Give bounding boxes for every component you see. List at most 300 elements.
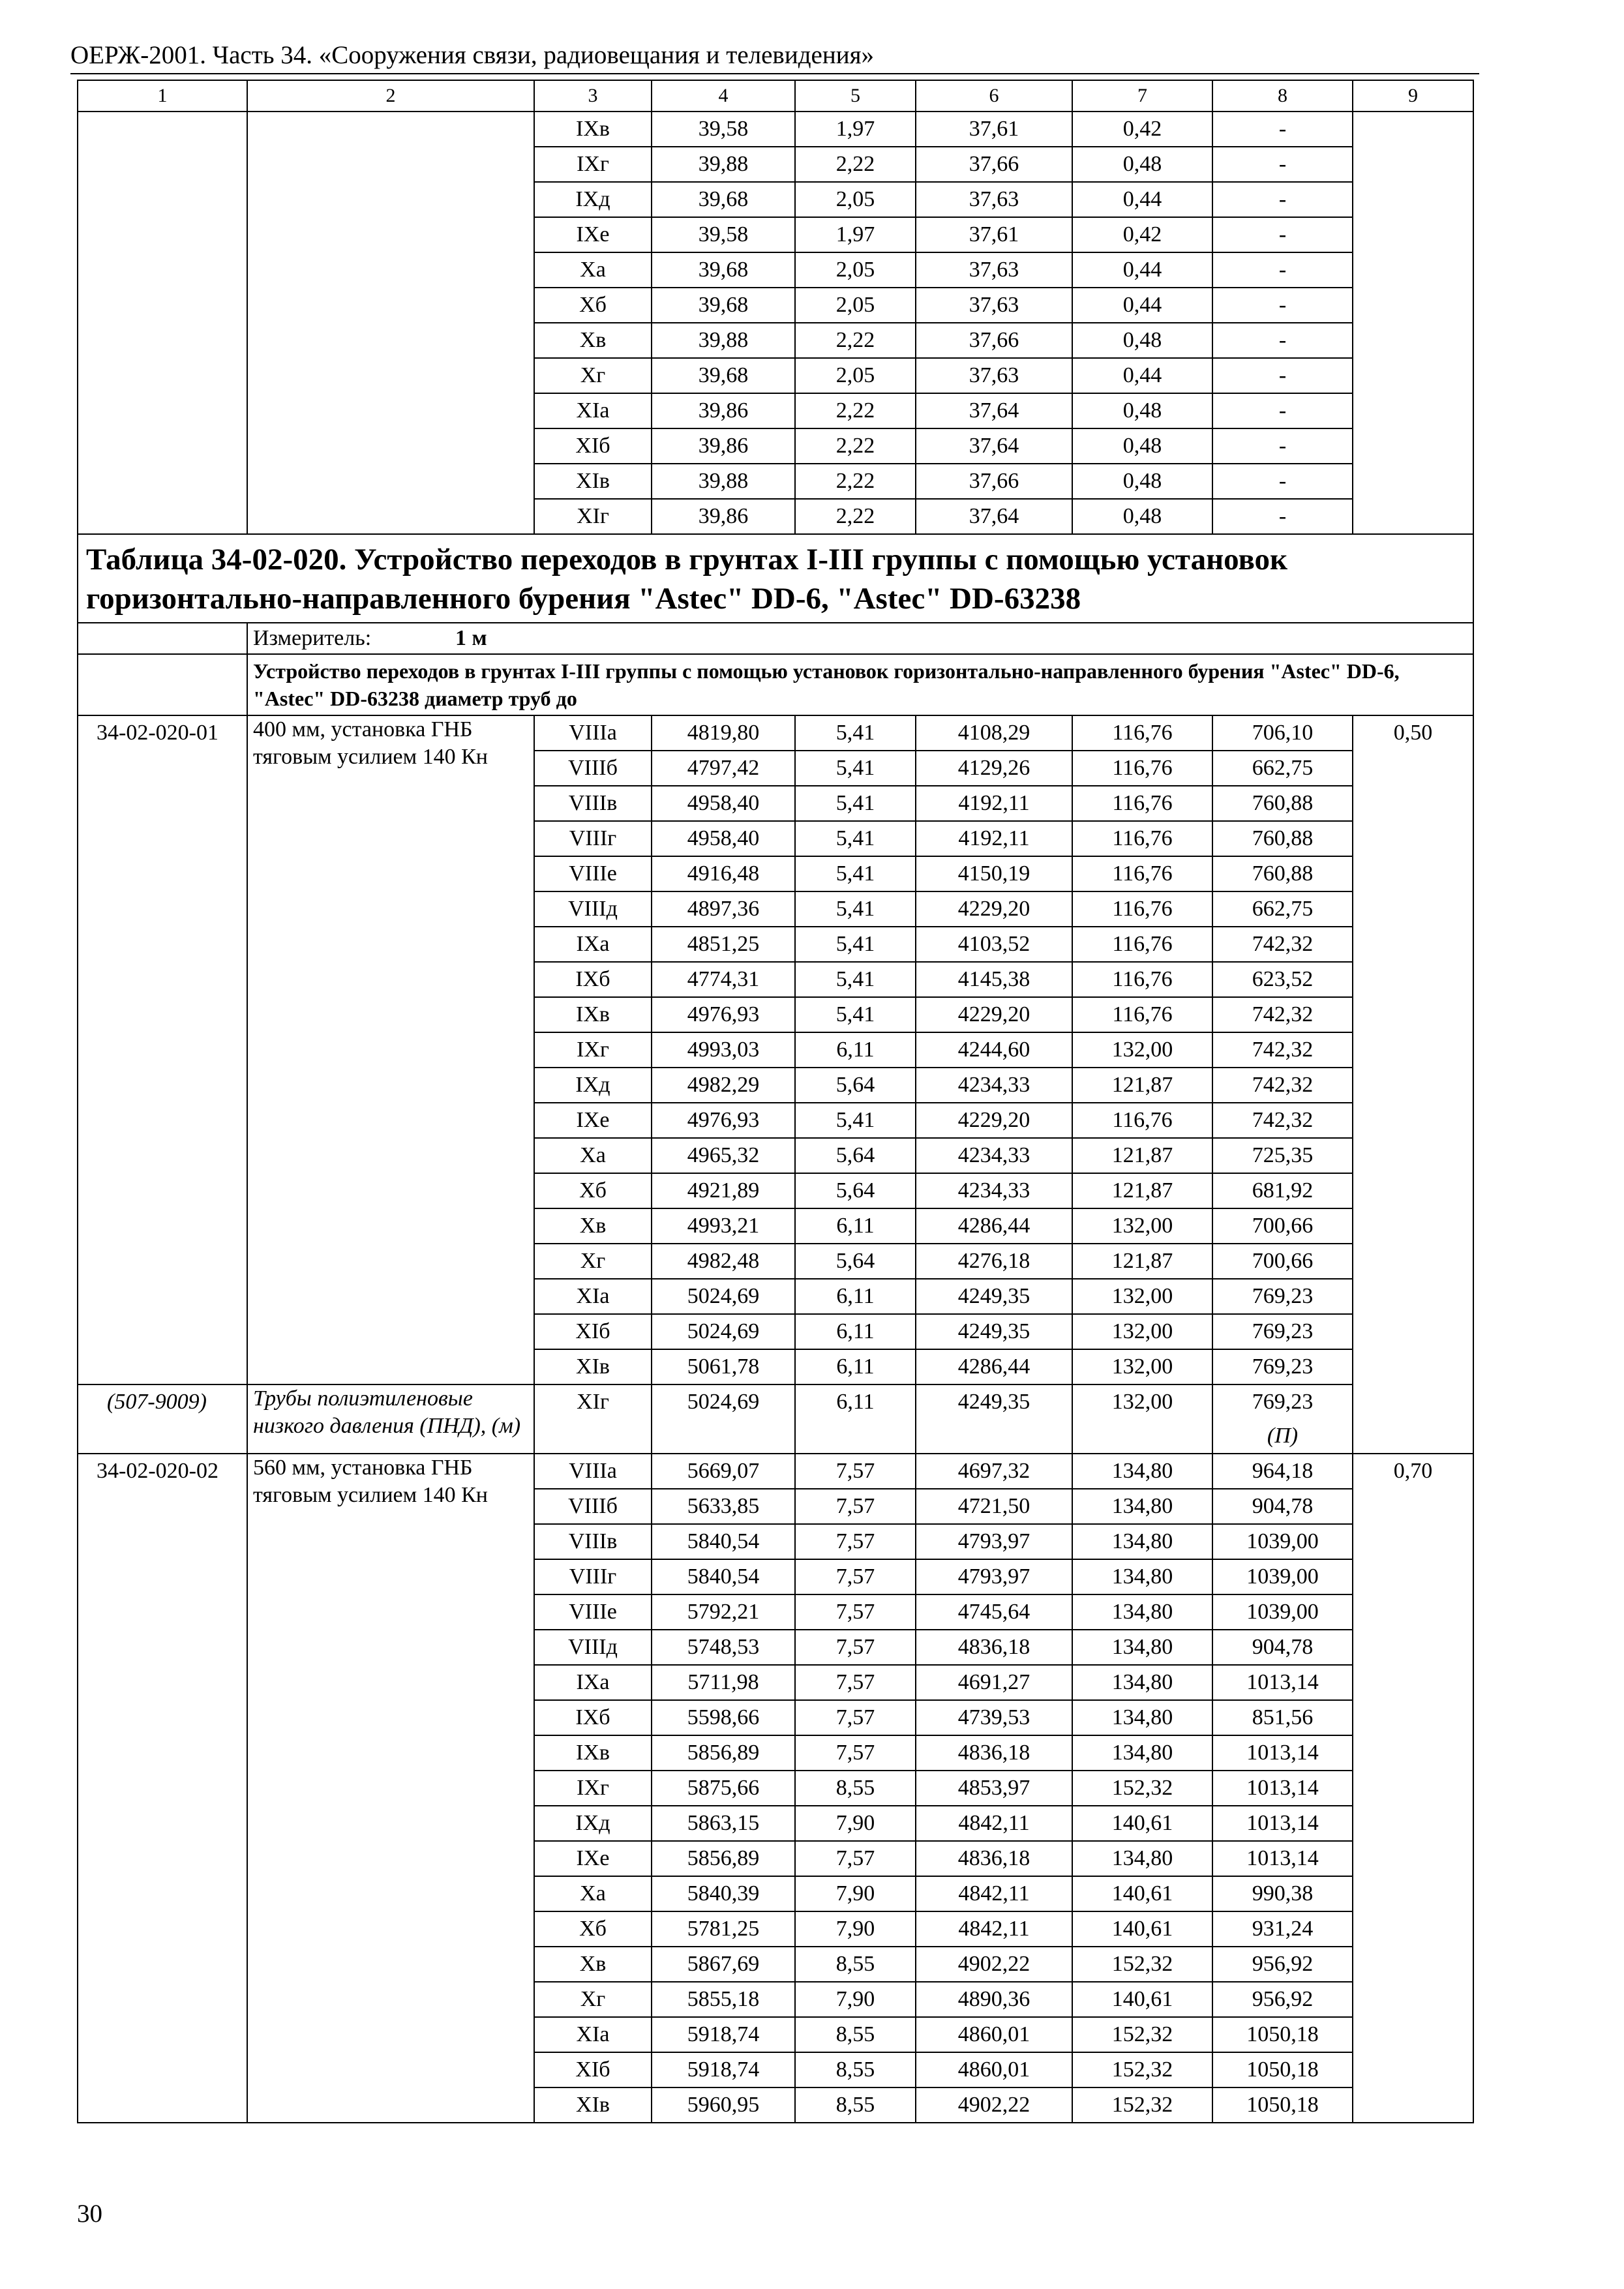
value-cell: 0,48 [1072, 393, 1212, 428]
value-cell: 4249,35 [916, 1314, 1072, 1349]
value-cell: 4192,11 [916, 786, 1072, 821]
value-cell: 4108,29 [916, 715, 1072, 751]
soil-category-cell: Xб [534, 288, 652, 323]
value-cell: 2,22 [795, 464, 916, 499]
soil-category-cell: VIIIг [534, 1559, 652, 1594]
value-cell: 742,32 [1212, 997, 1353, 1032]
value-cell: 700,66 [1212, 1208, 1353, 1244]
soil-category-cell: VIIIв [534, 786, 652, 821]
value-cell: 2,05 [795, 288, 916, 323]
value-cell: 4145,38 [916, 962, 1072, 997]
unit-spacer [78, 623, 247, 654]
page-number: 30 [77, 2200, 102, 2228]
value-cell: 0,44 [1072, 288, 1212, 323]
value-cell: 956,92 [1212, 1982, 1353, 2017]
value-cell: 116,76 [1072, 786, 1212, 821]
soil-category-cell: IXе [534, 217, 652, 252]
value-cell: 134,80 [1072, 1524, 1212, 1559]
value-cell: 8,55 [795, 1771, 916, 1806]
value-cell: 1013,14 [1212, 1771, 1353, 1806]
item-description: 400 мм, установка ГНБ тяговым усилием 140 Кн [247, 715, 534, 1384]
value-cell: 5875,66 [652, 1771, 795, 1806]
value-cell: 5867,69 [652, 1947, 795, 1982]
value-cell: 121,87 [1072, 1173, 1212, 1208]
value-cell: 760,88 [1212, 786, 1353, 821]
value-cell: 5,41 [795, 927, 916, 962]
value-cell: 6,11 [795, 1349, 916, 1384]
value-cell: 5840,39 [652, 1876, 795, 1911]
item-col9: 0,50 [1353, 715, 1473, 1454]
value-cell: 116,76 [1072, 997, 1212, 1032]
soil-category-cell: IXа [534, 1665, 652, 1700]
value-cell: 4897,36 [652, 891, 795, 927]
value-cell: 132,00 [1072, 1314, 1212, 1349]
material-unit-ref: (П) [1267, 1424, 1299, 1448]
value-cell: - [1212, 499, 1353, 534]
value-cell: 132,00 [1072, 1279, 1212, 1314]
value-cell: 4192,11 [916, 821, 1072, 856]
value-cell: 706,10 [1212, 715, 1353, 751]
value-cell: 742,32 [1212, 1103, 1353, 1138]
value-cell: 662,75 [1212, 751, 1353, 786]
column-number-row [78, 80, 1473, 112]
value-cell: 152,32 [1072, 2052, 1212, 2087]
value-cell: 5633,85 [652, 1489, 795, 1524]
continued-col9-cell [1353, 112, 1473, 534]
soil-category-cell: IXд [534, 182, 652, 217]
item-description: 560 мм, установка ГНБ тяговым усилием 140 Кн [247, 1454, 534, 2123]
value-cell: 0,48 [1072, 464, 1212, 499]
value-cell: 39,86 [652, 499, 795, 534]
value-cell: 0,48 [1072, 147, 1212, 182]
subtitle-row [78, 654, 1473, 715]
material-code: (507-9009) [78, 1384, 247, 1454]
value-cell: 681,92 [1212, 1173, 1353, 1208]
value-cell: 140,61 [1072, 1806, 1212, 1841]
value-cell: 37,63 [916, 182, 1072, 217]
value-cell: 5,41 [795, 856, 916, 891]
soil-category-cell: IXа [534, 927, 652, 962]
value-cell: 5792,21 [652, 1594, 795, 1630]
value-cell: 7,90 [795, 1911, 916, 1947]
value-cell: 4890,36 [916, 1982, 1072, 2017]
value-cell: 5,64 [795, 1244, 916, 1279]
value-cell: 4842,11 [916, 1876, 1072, 1911]
continued-code-cell [78, 112, 247, 534]
value-cell: 1,97 [795, 217, 916, 252]
soil-category-cell: IXг [534, 1032, 652, 1068]
value-cell: 700,66 [1212, 1244, 1353, 1279]
soil-category-cell: IXв [534, 997, 652, 1032]
value-cell: 140,61 [1072, 1911, 1212, 1947]
value-cell: 1013,14 [1212, 1806, 1353, 1841]
value-cell: 5,41 [795, 1103, 916, 1138]
item-code: 34-02-020-01 [78, 715, 247, 1384]
soil-category-cell: IXе [534, 1841, 652, 1876]
document-header: ОЕРЖ-2001. Часть 34. «Сооружения связи, радиовещания и телевидения» [70, 41, 875, 69]
soil-category-cell: IXг [534, 147, 652, 182]
column-number: 6 [916, 80, 1072, 112]
value-cell: 1039,00 [1212, 1524, 1353, 1559]
value-cell: 116,76 [1072, 856, 1212, 891]
value-cell: 769,23 [1212, 1349, 1353, 1384]
value-cell: 931,24 [1212, 1911, 1353, 1947]
value-cell: 132,00 [1072, 1032, 1212, 1068]
value-cell: 0,44 [1072, 358, 1212, 393]
value-cell: 5,64 [795, 1173, 916, 1208]
value-cell: 134,80 [1072, 1735, 1212, 1771]
value-cell: - [1212, 393, 1353, 428]
item-col9: 0,70 [1353, 1454, 1473, 2123]
soil-category-cell: IXв [534, 1735, 652, 1771]
value-cell: 140,61 [1072, 1876, 1212, 1911]
value-cell: 0,48 [1072, 499, 1212, 534]
value-cell: 4249,35 [916, 1279, 1072, 1314]
value-cell: - [1212, 147, 1353, 182]
value-cell: 5918,74 [652, 2052, 795, 2087]
value-cell: 7,57 [795, 1700, 916, 1735]
value-cell: 116,76 [1072, 751, 1212, 786]
value-text: 769,23 [1252, 1390, 1314, 1414]
value-cell: 4129,26 [916, 751, 1072, 786]
value-cell: 4229,20 [916, 1103, 1072, 1138]
header-rule [70, 73, 1479, 74]
value-cell: 132,00 [1072, 1349, 1212, 1384]
value-cell: 769,23 [1212, 1279, 1353, 1314]
value-cell: 152,32 [1072, 2017, 1212, 2052]
value-cell: 2,22 [795, 323, 916, 358]
value-cell: 4691,27 [916, 1665, 1072, 1700]
value-cell: 134,80 [1072, 1700, 1212, 1735]
value-cell: 134,80 [1072, 1841, 1212, 1876]
value-cell: 8,55 [795, 2017, 916, 2052]
value-cell: 4958,40 [652, 786, 795, 821]
soil-category-cell: IXе [534, 1103, 652, 1138]
value-cell: 37,66 [916, 464, 1072, 499]
table-subtitle: Устройство переходов в грунтах I-III группы с помощью установок горизонтально-направленного бурения "Astec" DD-6, "Astec" DD-63238 диаметр труб до [247, 654, 1473, 715]
value-cell: 4836,18 [916, 1735, 1072, 1771]
value-cell: 8,55 [795, 2052, 916, 2087]
value-cell: 7,57 [795, 1524, 916, 1559]
soil-category-cell: VIIIб [534, 1489, 652, 1524]
value-cell: 1013,14 [1212, 1735, 1353, 1771]
soil-category-cell: Xв [534, 323, 652, 358]
value-cell: 37,61 [916, 112, 1072, 147]
value-cell: 37,64 [916, 499, 1072, 534]
value-cell: 4234,33 [916, 1138, 1072, 1173]
value-cell: 121,87 [1072, 1068, 1212, 1103]
value-cell: 5711,98 [652, 1665, 795, 1700]
value-cell: 2,22 [795, 499, 916, 534]
value-cell: 1,97 [795, 112, 916, 147]
column-number: 5 [795, 80, 916, 112]
column-number: 2 [247, 80, 534, 112]
value-cell: 134,80 [1072, 1630, 1212, 1665]
value-cell: 2,05 [795, 182, 916, 217]
value-cell: 6,11 [795, 1208, 916, 1244]
value-cell: 4286,44 [916, 1208, 1072, 1244]
soil-category-cell: IXд [534, 1068, 652, 1103]
value-cell: 6,11 [795, 1279, 916, 1314]
value-cell: 4276,18 [916, 1244, 1072, 1279]
value-cell: 4976,93 [652, 1103, 795, 1138]
value-cell: 152,32 [1072, 1771, 1212, 1806]
value-cell: 7,57 [795, 1489, 916, 1524]
value-cell: 4793,97 [916, 1559, 1072, 1594]
value-cell: 4921,89 [652, 1173, 795, 1208]
value-cell: 121,87 [1072, 1138, 1212, 1173]
value-cell: 964,18 [1212, 1454, 1353, 1489]
value-cell: 37,64 [916, 428, 1072, 464]
value-cell: 134,80 [1072, 1454, 1212, 1489]
value-cell: 7,90 [795, 1982, 916, 2017]
value-cell: 134,80 [1072, 1665, 1212, 1700]
soil-category-cell: Xа [534, 1138, 652, 1173]
value-cell: 5,41 [795, 786, 916, 821]
value-cell: 1050,18 [1212, 2052, 1353, 2087]
soil-category-cell: Xа [534, 252, 652, 288]
value-cell: 0,42 [1072, 217, 1212, 252]
soil-category-cell: Xг [534, 1244, 652, 1279]
value-cell: 4860,01 [916, 2017, 1072, 2052]
value-cell: 0,42 [1072, 112, 1212, 147]
soil-category-cell: IXг [534, 1771, 652, 1806]
value-cell: 725,35 [1212, 1138, 1353, 1173]
soil-category-cell: XIб [534, 1314, 652, 1349]
value-cell: 4721,50 [916, 1489, 1072, 1524]
value-cell: 39,68 [652, 182, 795, 217]
soil-category-cell: Xв [534, 1208, 652, 1244]
value-cell: 121,87 [1072, 1244, 1212, 1279]
value-cell: 4958,40 [652, 821, 795, 856]
value-cell: 4774,31 [652, 962, 795, 997]
value-cell: 7,57 [795, 1841, 916, 1876]
soil-category-cell: VIIIв [534, 1524, 652, 1559]
value-cell: 0,44 [1072, 182, 1212, 217]
value-cell: - [1212, 182, 1353, 217]
value-cell: 851,56 [1212, 1700, 1353, 1735]
value-cell: 2,22 [795, 147, 916, 182]
value-cell: 4229,20 [916, 891, 1072, 927]
value-cell: 5,64 [795, 1068, 916, 1103]
value-cell: 4229,20 [916, 997, 1072, 1032]
value-cell: 5,41 [795, 891, 916, 927]
soil-category-cell: VIIIе [534, 1594, 652, 1630]
value-cell: 5024,69 [652, 1314, 795, 1349]
value-cell: 5918,74 [652, 2017, 795, 2052]
column-number: 1 [78, 80, 247, 112]
soil-category-cell: Xб [534, 1911, 652, 1947]
value-cell: 39,88 [652, 464, 795, 499]
table-row [78, 1454, 1473, 1489]
value-cell: 132,00 [1072, 1208, 1212, 1244]
value-cell: - [1212, 252, 1353, 288]
soil-category-cell: VIIIд [534, 891, 652, 927]
value-cell: 4993,21 [652, 1208, 795, 1244]
value-cell: 769,23 [1212, 1314, 1353, 1349]
soil-category-cell: XIа [534, 393, 652, 428]
soil-category-cell: IXд [534, 1806, 652, 1841]
value-cell: 37,63 [916, 288, 1072, 323]
table-title: Таблица 34-02-020. Устройство переходов в грунтах I-III группы с помощью установок горизонтально-направленного бурения "Astec" DD-6, "Astec" DD-63238 [78, 534, 1473, 623]
value-cell: 4793,97 [916, 1524, 1072, 1559]
continued-desc-cell [247, 112, 534, 534]
value-cell: 4982,29 [652, 1068, 795, 1103]
value-cell: 4993,03 [652, 1032, 795, 1068]
value-cell: - [1212, 428, 1353, 464]
value-cell: 39,86 [652, 428, 795, 464]
value-cell: 134,80 [1072, 1489, 1212, 1524]
soil-category-cell: Xв [534, 1947, 652, 1982]
value-cell: 5,64 [795, 1138, 916, 1173]
column-number: 7 [1072, 80, 1212, 112]
value-cell: 5598,66 [652, 1700, 795, 1735]
soil-category-cell: IXб [534, 1700, 652, 1735]
value-cell: 4836,18 [916, 1841, 1072, 1876]
value-cell: 6,11 [795, 1032, 916, 1068]
value-cell: 4851,25 [652, 927, 795, 962]
value-cell: 5061,78 [652, 1349, 795, 1384]
unit-label: Измеритель: [253, 626, 372, 650]
value-cell: 152,32 [1072, 2087, 1212, 2123]
value-cell: 4797,42 [652, 751, 795, 786]
soil-category-cell: VIIIг [534, 821, 652, 856]
value-cell: 4244,60 [916, 1032, 1072, 1068]
value-cell: 39,58 [652, 112, 795, 147]
value-cell: 4150,19 [916, 856, 1072, 891]
value-cell: 37,61 [916, 217, 1072, 252]
value-cell: 4860,01 [916, 2052, 1072, 2087]
value-cell: 2,05 [795, 252, 916, 288]
value-cell: 37,66 [916, 147, 1072, 182]
rates-table [77, 80, 1474, 2123]
value-cell: 39,68 [652, 288, 795, 323]
value-cell: 0,44 [1072, 252, 1212, 288]
value-cell: 132,00 [1072, 1384, 1212, 1454]
value-cell: 37,66 [916, 323, 1072, 358]
soil-category-cell: IXв [534, 112, 652, 147]
value-cell: 4234,33 [916, 1068, 1072, 1103]
value-cell: 5856,89 [652, 1841, 795, 1876]
value-cell: 4902,22 [916, 2087, 1072, 2123]
value-cell: 4103,52 [916, 927, 1072, 962]
value-cell: 760,88 [1212, 821, 1353, 856]
value-cell: 4842,11 [916, 1806, 1072, 1841]
value-cell: 6,11 [795, 1314, 916, 1349]
table-title-row [78, 534, 1473, 623]
soil-category-cell: VIIIб [534, 751, 652, 786]
value-cell: 4739,53 [916, 1700, 1072, 1735]
value-cell: 152,32 [1072, 1947, 1212, 1982]
soil-category-cell: VIIIа [534, 715, 652, 751]
soil-category-cell: VIIIд [534, 1630, 652, 1665]
value-cell: 116,76 [1072, 891, 1212, 927]
value-cell: 4976,93 [652, 997, 795, 1032]
value-cell: 39,68 [652, 252, 795, 288]
value-cell: 4853,97 [916, 1771, 1072, 1806]
value-cell: 39,88 [652, 147, 795, 182]
value-cell: 134,80 [1072, 1594, 1212, 1630]
value-cell: 5960,95 [652, 2087, 795, 2123]
soil-category-cell: XIг [534, 499, 652, 534]
value-cell: 4819,80 [652, 715, 795, 751]
value-cell: 5840,54 [652, 1559, 795, 1594]
soil-category-cell: Xа [534, 1876, 652, 1911]
subtitle-spacer [78, 654, 247, 715]
value-cell: 5855,18 [652, 1982, 795, 2017]
value-cell: 1013,14 [1212, 1665, 1353, 1700]
value-cell: - [1212, 323, 1353, 358]
value-cell: - [1212, 358, 1353, 393]
table-row [78, 112, 1473, 147]
value-cell: 623,52 [1212, 962, 1353, 997]
value-cell: 4234,33 [916, 1173, 1072, 1208]
value-cell: 39,58 [652, 217, 795, 252]
soil-category-cell: Xг [534, 1982, 652, 2017]
value-cell: 5024,69 [652, 1384, 795, 1454]
value-cell: 5748,53 [652, 1630, 795, 1665]
value-cell: 1050,18 [1212, 2087, 1353, 2123]
value-cell: 5856,89 [652, 1735, 795, 1771]
value-cell: 742,32 [1212, 927, 1353, 962]
column-number: 4 [652, 80, 795, 112]
value-cell: 116,76 [1072, 927, 1212, 962]
value-cell: 5024,69 [652, 1279, 795, 1314]
value-cell: 904,78 [1212, 1489, 1353, 1524]
soil-category-cell: XIб [534, 2052, 652, 2087]
unit-cell [247, 623, 1473, 654]
value-cell [1212, 1384, 1353, 1454]
value-cell: 742,32 [1212, 1032, 1353, 1068]
value-cell: 904,78 [1212, 1630, 1353, 1665]
soil-category-cell: XIг [534, 1384, 652, 1454]
value-cell: 4249,35 [916, 1384, 1072, 1454]
value-cell: 116,76 [1072, 962, 1212, 997]
value-cell: 4902,22 [916, 1947, 1072, 1982]
value-cell: 4916,48 [652, 856, 795, 891]
value-cell: 0,48 [1072, 323, 1212, 358]
soil-category-cell: XIа [534, 1279, 652, 1314]
value-cell: 0,48 [1072, 428, 1212, 464]
column-number: 8 [1212, 80, 1353, 112]
soil-category-cell: XIв [534, 1349, 652, 1384]
material-name: Трубы полиэтиленовые низкого давления (ПНД), (м) [247, 1384, 534, 1454]
value-cell: 8,55 [795, 1947, 916, 1982]
value-cell: 2,05 [795, 358, 916, 393]
value-cell: 7,90 [795, 1806, 916, 1841]
value-cell: 116,76 [1072, 715, 1212, 751]
soil-category-cell: VIIIе [534, 856, 652, 891]
value-cell: 4836,18 [916, 1630, 1072, 1665]
value-cell: 5,41 [795, 962, 916, 997]
value-cell: 2,22 [795, 428, 916, 464]
soil-category-cell: IXб [534, 962, 652, 997]
value-cell: 990,38 [1212, 1876, 1353, 1911]
value-cell: - [1212, 288, 1353, 323]
value-cell: 37,63 [916, 252, 1072, 288]
value-cell: 1039,00 [1212, 1559, 1353, 1594]
value-cell: 5781,25 [652, 1911, 795, 1947]
value-cell: 662,75 [1212, 891, 1353, 927]
value-cell: 134,80 [1072, 1559, 1212, 1594]
column-number: 3 [534, 80, 652, 112]
item-code: 34-02-020-02 [78, 1454, 247, 2123]
value-cell: 1039,00 [1212, 1594, 1353, 1630]
value-cell: 5840,54 [652, 1524, 795, 1559]
value-cell: 7,90 [795, 1876, 916, 1911]
unit-value: 1 м [455, 626, 487, 650]
value-cell: 5863,15 [652, 1806, 795, 1841]
